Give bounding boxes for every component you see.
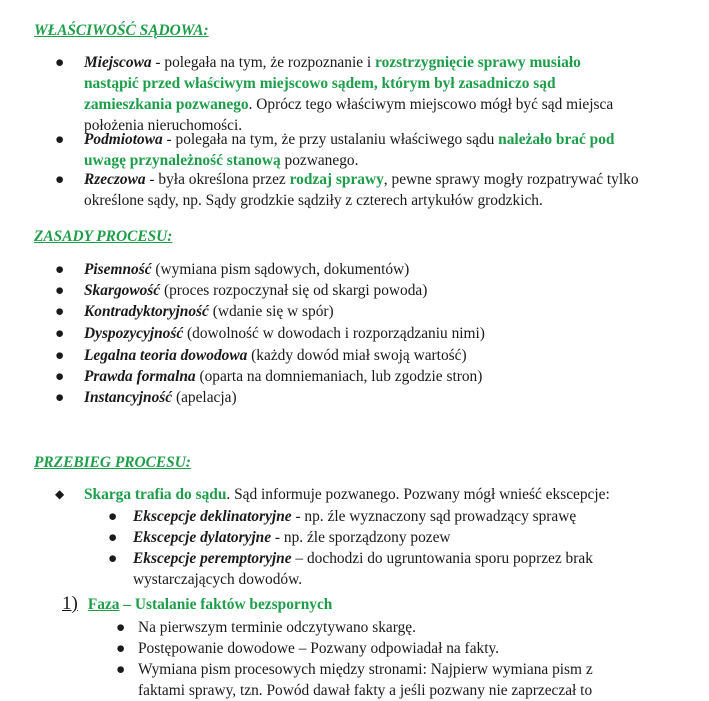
bullet-icon: ● [55, 303, 65, 320]
list-item-text: Na pierwszym terminie odczytywano skargę. [138, 619, 416, 636]
phase-rest: – Ustalanie faktów bezspornych [119, 596, 333, 613]
bullet-icon: ● [55, 368, 65, 385]
term: Podmiotowa [84, 131, 163, 148]
list-item-text [84, 280, 639, 301]
text-part: (wdanie się w spór) [208, 303, 334, 320]
section-heading-przebieg: PRZEBIEG PROCESU: [34, 454, 191, 471]
list-item [55, 301, 639, 322]
phase-list-item [116, 659, 639, 701]
text-part: . Sąd informuje pozwanego. Pozwany mógł wnieść ekscepcje: [226, 486, 610, 503]
list-item [55, 345, 639, 366]
bullet-icon: ● [108, 508, 118, 525]
text-part: - była określona przez [145, 171, 290, 188]
list-item [55, 366, 639, 387]
term: Ekscepcje peremptoryjne [133, 550, 292, 567]
highlight-text: Skarga trafia do sądu [84, 486, 227, 503]
bullet-icon: ● [55, 389, 65, 406]
list-item [55, 259, 639, 280]
text-part: (każdy dowód miał swoją wartość) [247, 347, 467, 364]
list-item-text [133, 548, 639, 590]
text-part: . Oprócz tego właściwym miejscowo mógł być sąd miejsca położenia nieruchomości. [84, 96, 614, 134]
text-part: (wymiana pism sądowych, dokumentów) [151, 261, 410, 278]
highlight-text: rozstrzygnięcie sprawy musiało nastąpić przed właściwym miejscowo sądem, którym był zasadniczo sąd zamieszkania pozwanego [84, 54, 581, 113]
list-item [55, 280, 639, 301]
bullet-icon: ● [55, 282, 65, 299]
term: Kontradyktoryjność [84, 303, 209, 320]
phase-title [88, 596, 333, 613]
bullet-icon: ● [116, 661, 126, 678]
list-item-text [133, 506, 639, 527]
text-part: (oparta na domniemaniach, lub zgodzie stron) [195, 368, 483, 385]
term: Pisemność [84, 261, 152, 278]
list-item [55, 387, 639, 408]
list-item-text: Postępowanie dowodowe – Pozwany odpowiadał na fakty. [138, 640, 500, 657]
list-item-text [84, 301, 639, 322]
list-item-text [84, 129, 639, 171]
term: Instancyjność [84, 389, 173, 406]
term: Prawda formalna [84, 368, 196, 385]
phase-number: 1) [62, 593, 78, 614]
highlight-text: należało brać pod uwagę przynależność stanową [84, 131, 615, 169]
text-part: - polegała na tym, że przy ustalaniu właściwego sądu [162, 131, 499, 148]
text-part: - np. źle sporządzony pozew [271, 529, 451, 546]
list-item [55, 52, 639, 136]
text-part: (proces rozpoczynał się od skargi powoda) [160, 282, 428, 299]
text-part: pozwanego. [280, 152, 359, 169]
bullet-icon: ● [55, 347, 65, 364]
highlight-text: rodzaj sprawy [289, 171, 384, 188]
list-item [55, 129, 639, 171]
sub-list-item [108, 548, 639, 590]
text-part: (dowolność w dowodach i rozporządzaniu nimi) [183, 325, 485, 342]
phase-heading [62, 593, 332, 615]
text-part: , pewne sprawy mogły rozpatrywać tylko określone sądy, np. Sądy grodzkie sądziły z czterech artykułów grodzkich. [84, 171, 639, 209]
bullet-icon: ● [116, 640, 126, 657]
phase-list-item [116, 638, 639, 659]
list-item-text [84, 345, 639, 366]
term: Dyspozycyjność [84, 325, 184, 342]
list-item-text [84, 323, 639, 344]
diamond-bullet-icon: ◆ [55, 487, 65, 501]
list-item-text [84, 169, 639, 211]
bullet-icon: ● [55, 261, 65, 278]
section-heading-zasady: ZASADY PROCESU: [34, 228, 173, 245]
list-item [55, 323, 639, 344]
term: Miejscowa [84, 54, 152, 71]
list-item-text [84, 366, 639, 387]
term: Rzeczowa [84, 171, 146, 188]
text-part: – dochodzi do ugruntowania sporu poprzez brak wystarczających dowodów. [133, 550, 593, 588]
list-item-text [84, 259, 639, 280]
sub-list-item [108, 506, 639, 527]
phase-list-item [116, 617, 639, 638]
list-item [55, 484, 639, 505]
bullet-icon: ● [55, 171, 65, 188]
bullet-icon: ● [55, 54, 65, 71]
term: Skargowość [84, 282, 161, 299]
text-part: - np. źle wyznaczony sąd prowadzący sprawę [291, 508, 577, 525]
section-heading-wlasciwosc: WŁAŚCIWOŚĆ SĄDOWA: [34, 22, 209, 39]
list-item [55, 169, 639, 211]
bullet-icon: ● [55, 325, 65, 342]
text-part: (apelacja) [172, 389, 237, 406]
text-part: - polegała na tym, że rozpoznanie i [151, 54, 376, 71]
bullet-icon: ● [108, 529, 118, 546]
phase-word: Faza [87, 596, 120, 613]
sub-list-item [108, 527, 639, 548]
list-item-text [84, 52, 639, 136]
list-item-text [133, 527, 639, 548]
term: Ekscepcje dylatoryjne [133, 529, 272, 546]
term: Ekscepcje deklinatoryjne [133, 508, 292, 525]
list-item-text [84, 387, 639, 408]
list-item-text: Wymiana pism procesowych między stronami: Najpierw wymiana pism z faktami sprawy, tzn. Powód dawał fakty a jeśli pozwany nie zaprzeczał to [138, 661, 593, 699]
bullet-icon: ● [108, 550, 118, 567]
term: Legalna teoria dowodowa [84, 347, 248, 364]
bullet-icon: ● [55, 131, 65, 148]
bullet-icon: ● [116, 619, 126, 636]
list-item-text [84, 484, 639, 505]
